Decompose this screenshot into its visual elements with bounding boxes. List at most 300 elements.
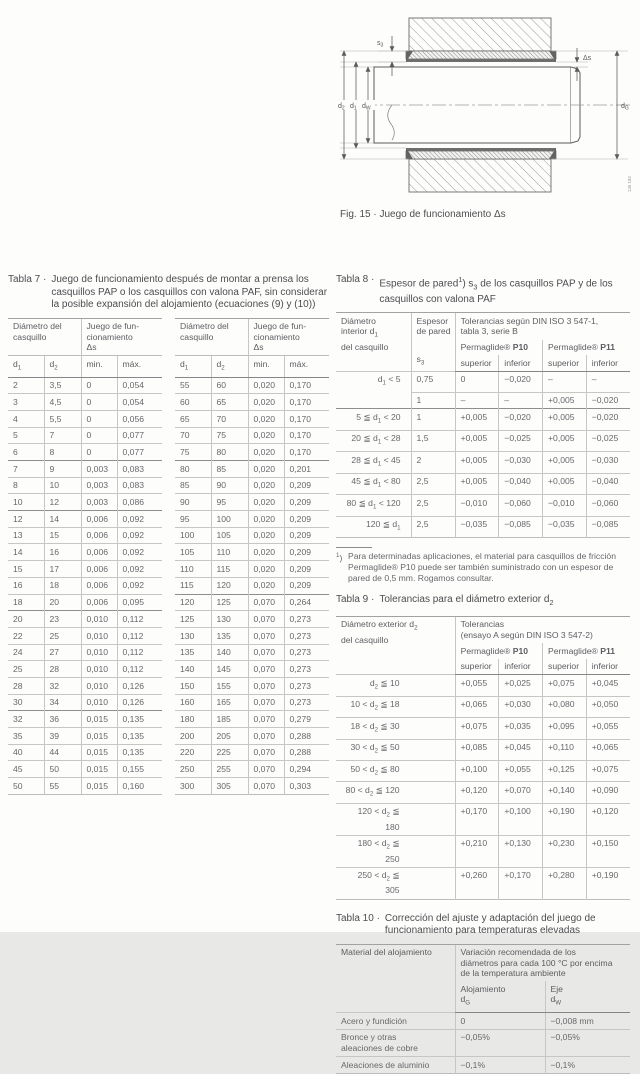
table-cell: 70 bbox=[211, 410, 248, 427]
tabla8-header-espesor-text: Espesor de pared bbox=[416, 315, 451, 337]
table-cell: −0,025 bbox=[586, 430, 630, 451]
table-cell: +0,095 bbox=[543, 718, 587, 739]
tabla7-title bbox=[8, 274, 332, 312]
table-cell: 120 ≦ $d_1$ bbox=[336, 516, 411, 537]
table-cell: $250 < d_2$ ≦ 305 bbox=[336, 867, 455, 899]
table-cell: 130 bbox=[211, 611, 248, 628]
table-cell: 0,010 bbox=[81, 644, 117, 661]
table-cell: 95 bbox=[211, 494, 248, 511]
table-cell: 2 bbox=[8, 377, 44, 394]
left-column bbox=[8, 274, 332, 795]
table-row bbox=[8, 627, 162, 644]
tabla7-subheader-max: máx. bbox=[284, 356, 329, 377]
table-cell: 115 bbox=[175, 577, 211, 594]
table-row bbox=[8, 611, 162, 628]
table-cell: 0,003 bbox=[81, 494, 117, 511]
table-cell: +0,075 bbox=[455, 718, 499, 739]
table-row bbox=[8, 677, 162, 694]
table-row bbox=[175, 444, 329, 461]
footnote-text: Para determinadas aplicaciones, el material para casquillos de fricción Permaglide® P10 puede ser también suministrado con un espesor de pared de 0,5 mm. Rogamos consultar. bbox=[348, 550, 616, 583]
table-cell: 50 bbox=[8, 778, 44, 795]
table-cell: 0 bbox=[455, 371, 499, 392]
table-row bbox=[175, 427, 329, 444]
table-cell: 8 bbox=[8, 477, 44, 494]
table-cell: −0,020 bbox=[586, 392, 630, 409]
table-row bbox=[8, 694, 162, 711]
tabla7-subheader-min: min. bbox=[248, 356, 284, 377]
tabla8-header-s3: $s_3$ bbox=[416, 353, 425, 367]
table-cell: 0,279 bbox=[284, 711, 329, 728]
table-cell: +0,170 bbox=[455, 803, 499, 835]
table-cell: 25 bbox=[44, 627, 81, 644]
table-cell: 0,010 bbox=[81, 627, 117, 644]
table-row bbox=[8, 544, 162, 561]
table-cell: −0,085 bbox=[586, 516, 630, 537]
table-cell: 0,020 bbox=[248, 427, 284, 444]
table-cell: 110 bbox=[211, 544, 248, 561]
table-cell: 0,092 bbox=[117, 511, 162, 528]
table-cell: 0,095 bbox=[117, 594, 162, 611]
table-cell: 12 bbox=[8, 511, 44, 528]
table-cell: 0,209 bbox=[284, 527, 329, 544]
housing-top bbox=[409, 18, 551, 51]
table-cell: 0,135 bbox=[117, 728, 162, 745]
table-cell: 0,077 bbox=[117, 427, 162, 444]
table-cell: 5 ≦ $d_1 < 20$ bbox=[336, 409, 411, 430]
tabla7-header-juego: Juego de fun- cionamiento Δs bbox=[81, 318, 162, 356]
table-row bbox=[336, 409, 630, 430]
table-cell: 13 bbox=[8, 527, 44, 544]
table-cell: 7 bbox=[8, 461, 44, 478]
table-cell: 0,264 bbox=[284, 594, 329, 611]
table-cell: −0,020 bbox=[499, 371, 543, 392]
tabla10-title-prefix: Tabla 10 · bbox=[336, 912, 380, 924]
table-cell: 305 bbox=[211, 778, 248, 795]
tabla8-subheader-inferior: inferior bbox=[586, 355, 630, 371]
table-cell: 0,273 bbox=[284, 644, 329, 661]
table-cell: +0,050 bbox=[586, 696, 630, 717]
table-cell: 0,209 bbox=[284, 494, 329, 511]
table-row bbox=[336, 1013, 630, 1030]
table-cell: 0,135 bbox=[117, 744, 162, 761]
table-row bbox=[175, 744, 329, 761]
table-cell: 0,020 bbox=[248, 561, 284, 578]
table-cell: 10 bbox=[8, 494, 44, 511]
table-cell: 0,015 bbox=[81, 778, 117, 795]
table-cell: $50 < d_2$ ≦ 80 bbox=[336, 761, 455, 782]
table-cell: 0,070 bbox=[248, 744, 284, 761]
table-row bbox=[8, 728, 162, 745]
table-cell: 110 bbox=[175, 561, 211, 578]
table-cell: 0,070 bbox=[248, 694, 284, 711]
table-cell: −0,030 bbox=[499, 452, 543, 473]
table-cell: −0,040 bbox=[586, 473, 630, 494]
tabla7-subheader-d1: $d_1$ bbox=[175, 356, 211, 377]
table-cell: 90 bbox=[211, 477, 248, 494]
table-cell: 4 bbox=[8, 410, 44, 427]
table-row bbox=[336, 473, 630, 494]
table-row bbox=[336, 495, 630, 516]
table-cell: $d_2$ ≦ 10 bbox=[336, 675, 455, 696]
footnote-marker: $^1$) bbox=[336, 551, 343, 563]
table-row bbox=[8, 410, 162, 427]
tabla9-title-text: Tolerancias para el diámetro exterior $d_2$ bbox=[379, 594, 554, 608]
table-cell: +0,005 bbox=[543, 452, 587, 473]
table-cell: 0,015 bbox=[81, 761, 117, 778]
table-cell: 205 bbox=[211, 728, 248, 745]
table-cell: +0,260 bbox=[455, 867, 499, 899]
table-cell: 12 bbox=[44, 494, 81, 511]
table-cell: 2,5 bbox=[411, 516, 455, 537]
table-cell: +0,120 bbox=[586, 803, 630, 835]
table-cell: +0,085 bbox=[455, 739, 499, 760]
table-row bbox=[8, 661, 162, 678]
table-cell: 55 bbox=[44, 778, 81, 795]
table-cell: 25 bbox=[8, 661, 44, 678]
table-cell: +0,190 bbox=[586, 867, 630, 899]
table-cell: +0,005 bbox=[543, 392, 587, 409]
table-cell: 0,006 bbox=[81, 511, 117, 528]
table-cell: 135 bbox=[211, 627, 248, 644]
label-d1: $d_1$ bbox=[350, 103, 357, 112]
table-cell: 0,020 bbox=[248, 511, 284, 528]
tabla7-subheader-d2: $d_2$ bbox=[211, 356, 248, 377]
label-dg: $d_G$ bbox=[621, 103, 629, 112]
tabla7-left-table bbox=[8, 318, 162, 795]
table-cell: 0,010 bbox=[81, 694, 117, 711]
figure-caption: Fig. 15 · Juego de funcionamiento Δs bbox=[340, 209, 506, 220]
table-cell: 150 bbox=[175, 677, 211, 694]
table-cell: 0,070 bbox=[248, 627, 284, 644]
table-cell: 45 ≦ $d_1 < 80$ bbox=[336, 473, 411, 494]
tabla7-header-juego: Juego de fun- cionamiento Δs bbox=[248, 318, 329, 356]
table-cell: 8 bbox=[44, 444, 81, 461]
table-cell: +0,005 bbox=[543, 409, 587, 430]
table-cell: 28 ≦ $d_1 < 45$ bbox=[336, 452, 411, 473]
table-cell: 0,006 bbox=[81, 544, 117, 561]
table-cell: 115 bbox=[211, 561, 248, 578]
table-cell: −0,010 bbox=[455, 495, 499, 516]
tabla7-header-diametro: Diámetro del casquillo bbox=[8, 318, 81, 356]
table-cell: 22 bbox=[8, 627, 44, 644]
table-row bbox=[8, 577, 162, 594]
table-cell: $10 < d_2$ ≦ 18 bbox=[336, 696, 455, 717]
table-row bbox=[8, 477, 162, 494]
table-row bbox=[8, 444, 162, 461]
table-cell: 200 bbox=[175, 728, 211, 745]
table-cell: 65 bbox=[211, 394, 248, 411]
table-cell: 0,077 bbox=[117, 444, 162, 461]
table-cell: −0,1% bbox=[455, 1057, 545, 1074]
table-cell: +0,090 bbox=[586, 782, 630, 803]
table-row bbox=[336, 761, 630, 782]
table-cell: +0,005 bbox=[543, 473, 587, 494]
table-cell: +0,035 bbox=[499, 718, 543, 739]
table-row bbox=[175, 494, 329, 511]
table-cell: +0,280 bbox=[543, 867, 587, 899]
table-cell: +0,150 bbox=[586, 835, 630, 867]
table-cell: +0,065 bbox=[586, 739, 630, 760]
table-cell: – bbox=[455, 392, 499, 409]
table-cell: 220 bbox=[175, 744, 211, 761]
table-cell: 2,5 bbox=[411, 473, 455, 494]
table-cell: 39 bbox=[44, 728, 81, 745]
table-cell: 2 bbox=[411, 452, 455, 473]
table-cell: 1 bbox=[411, 409, 455, 430]
tabla9-subheader-inferior: inferior bbox=[586, 659, 630, 675]
tabla8-subheader-superior: superior bbox=[543, 355, 587, 371]
table-cell: 0,170 bbox=[284, 377, 329, 394]
table-cell: 100 bbox=[175, 527, 211, 544]
table-cell: 0,010 bbox=[81, 611, 117, 628]
tabla8-title bbox=[336, 274, 631, 306]
table-cell: −0,085 bbox=[499, 516, 543, 537]
housing-bottom bbox=[409, 159, 551, 192]
table-row bbox=[175, 627, 329, 644]
table-cell: 130 bbox=[175, 627, 211, 644]
tabla9-header-p10: Permaglide® P10 bbox=[455, 643, 542, 659]
table-cell: 0,112 bbox=[117, 644, 162, 661]
table-cell: 300 bbox=[175, 778, 211, 795]
table-cell: 15 bbox=[8, 561, 44, 578]
table-row bbox=[175, 577, 329, 594]
table-cell: 0,015 bbox=[81, 711, 117, 728]
table-cell: +0,005 bbox=[543, 430, 587, 451]
table-cell: 0,273 bbox=[284, 611, 329, 628]
table-cell bbox=[336, 392, 411, 409]
table-cell: 0,070 bbox=[248, 677, 284, 694]
table-cell: 0,020 bbox=[248, 394, 284, 411]
table-row bbox=[336, 1057, 630, 1074]
table-row bbox=[175, 611, 329, 628]
table-row bbox=[336, 739, 630, 760]
tabla10-table bbox=[336, 944, 630, 1074]
table-cell: 32 bbox=[44, 677, 81, 694]
table-cell: 0,054 bbox=[117, 394, 162, 411]
tabla7-title-text: Juego de funcionamiento después de montar a prensa los casquillos PAP o los casquillos con valona PAF, sin considerar la posible expansión del alojamiento (ecuaciones (9) y (10)) bbox=[51, 274, 328, 310]
table-cell: 28 bbox=[44, 661, 81, 678]
table-cell: 0 bbox=[455, 1013, 545, 1030]
table-row bbox=[8, 761, 162, 778]
table-cell: $180 < d_2$ ≦ 250 bbox=[336, 835, 455, 867]
tabla9-header-tolerancias: Tolerancias (ensayo A según DIN ISO 3 547-2) bbox=[455, 616, 630, 643]
table-cell: $80 < d_2$ ≦ 120 bbox=[336, 782, 455, 803]
table-row bbox=[175, 728, 329, 745]
table-cell: −0,030 bbox=[586, 452, 630, 473]
table-cell: 100 bbox=[211, 511, 248, 528]
table-cell: −0,05% bbox=[545, 1029, 630, 1056]
tabla10-subheader-alojamiento: Alojamiento $d_G$ bbox=[455, 981, 545, 1012]
table-cell: 0,020 bbox=[248, 410, 284, 427]
table-cell: 15 bbox=[44, 527, 81, 544]
table-cell: 0,201 bbox=[284, 461, 329, 478]
table-cell: 0,288 bbox=[284, 728, 329, 745]
table-cell: 0,092 bbox=[117, 527, 162, 544]
table-cell: 0,015 bbox=[81, 728, 117, 745]
table-cell: 32 bbox=[8, 711, 44, 728]
tabla7-subheader-d1: $d_1$ bbox=[8, 356, 44, 377]
tabla8-header-espesor bbox=[411, 313, 455, 372]
table-cell: 0,092 bbox=[117, 561, 162, 578]
tabla8-header-p10: Permaglide® P10 bbox=[455, 340, 542, 356]
table-row bbox=[175, 394, 329, 411]
table-cell: 0,170 bbox=[284, 444, 329, 461]
table-row bbox=[175, 711, 329, 728]
table-row bbox=[336, 835, 630, 867]
table-cell: +0,125 bbox=[543, 761, 587, 782]
figure-ref-number: 136 183 bbox=[627, 176, 632, 192]
table-cell: 80 ≦ $d_1 < 120$ bbox=[336, 495, 411, 516]
table-cell: 0,020 bbox=[248, 527, 284, 544]
label-delta-s: Δs bbox=[583, 55, 592, 62]
table-cell: +0,120 bbox=[455, 782, 499, 803]
table-cell: 85 bbox=[175, 477, 211, 494]
table-cell: +0,170 bbox=[499, 867, 543, 899]
table-cell: 20 bbox=[8, 611, 44, 628]
tabla9-subheader-superior: superior bbox=[455, 659, 499, 675]
table-row bbox=[336, 392, 630, 409]
table-cell: +0,075 bbox=[543, 675, 587, 696]
table-cell: 225 bbox=[211, 744, 248, 761]
table-cell: −0,1% bbox=[545, 1057, 630, 1074]
footnote-rule bbox=[336, 547, 372, 548]
table-cell: 0,070 bbox=[248, 644, 284, 661]
table-cell: 0,209 bbox=[284, 477, 329, 494]
table-cell: 23 bbox=[44, 611, 81, 628]
table-cell: 0,070 bbox=[248, 711, 284, 728]
table-row bbox=[336, 516, 630, 537]
table-cell: 0,209 bbox=[284, 544, 329, 561]
tabla7-title-prefix: Tabla 7 · bbox=[8, 274, 47, 285]
table-cell: 70 bbox=[175, 427, 211, 444]
table-cell: +0,130 bbox=[499, 835, 543, 867]
table-cell: 7 bbox=[44, 427, 81, 444]
table-row bbox=[175, 410, 329, 427]
table-cell: 60 bbox=[211, 377, 248, 394]
tabla8-header-diametro: Diámetro interior $d_1$ del casquillo bbox=[336, 313, 411, 372]
tabla9-header-diametro: Diámetro exterior $d_2$ del casquillo bbox=[336, 616, 455, 675]
table-cell: 0,135 bbox=[117, 711, 162, 728]
table-cell: 180 bbox=[175, 711, 211, 728]
tabla7-subheader-d2: $d_2$ bbox=[44, 356, 81, 377]
table-cell: 30 bbox=[8, 694, 44, 711]
table-row bbox=[175, 644, 329, 661]
tabla8-header-tolerancias: Tolerancias según DIN ISO 3 547-1, tabla 3, serie B bbox=[455, 313, 630, 340]
table-row bbox=[175, 461, 329, 478]
table-cell: +0,110 bbox=[543, 739, 587, 760]
table-cell: −0,008 mm bbox=[545, 1013, 630, 1030]
table-cell: +0,080 bbox=[543, 696, 587, 717]
table-row bbox=[175, 377, 329, 394]
table-cell: +0,025 bbox=[499, 675, 543, 696]
table-cell: 0 bbox=[81, 410, 117, 427]
table-cell: −0,010 bbox=[543, 495, 587, 516]
table-row bbox=[175, 511, 329, 528]
table-cell: 145 bbox=[211, 661, 248, 678]
table-cell: 255 bbox=[211, 761, 248, 778]
table-cell: 40 bbox=[8, 744, 44, 761]
table-cell: 27 bbox=[44, 644, 81, 661]
table-cell: +0,005 bbox=[455, 430, 499, 451]
tabla10-title-text: Corrección del ajuste y adaptación del juego de funcionamiento para temperaturas elevadas bbox=[384, 912, 596, 937]
table-cell: 0,209 bbox=[284, 561, 329, 578]
table-cell: 95 bbox=[175, 511, 211, 528]
table-cell: +0,065 bbox=[455, 696, 499, 717]
tabla9-table bbox=[336, 616, 630, 900]
table-cell: 0 bbox=[81, 427, 117, 444]
table-cell: 28 bbox=[8, 677, 44, 694]
tabla10-subheader-eje: Eje $d_W$ bbox=[545, 981, 630, 1012]
table-cell: $120 < d_2$ ≦ 180 bbox=[336, 803, 455, 835]
tabla7-right-table bbox=[175, 318, 329, 795]
table-cell: 45 bbox=[8, 761, 44, 778]
table-cell: −0,035 bbox=[455, 516, 499, 537]
table-cell: 0,070 bbox=[248, 778, 284, 795]
table-cell: 0,170 bbox=[284, 394, 329, 411]
table-row bbox=[336, 371, 630, 392]
table-cell: – bbox=[586, 371, 630, 392]
tabla8-title-text: Espesor de pared$^1$) $s_3$ de los casquillos PAP y de los casquillos con valona PAF bbox=[379, 275, 613, 305]
table-cell: 0,273 bbox=[284, 661, 329, 678]
table-row bbox=[336, 1029, 630, 1056]
table-cell: 0,112 bbox=[117, 661, 162, 678]
table-cell: 135 bbox=[175, 644, 211, 661]
table-cell: 0,170 bbox=[284, 427, 329, 444]
table-cell: 155 bbox=[211, 677, 248, 694]
table-cell: 185 bbox=[211, 711, 248, 728]
table-cell: −0,035 bbox=[543, 516, 587, 537]
table-row bbox=[336, 696, 630, 717]
table-cell: +0,140 bbox=[543, 782, 587, 803]
table-row bbox=[8, 377, 162, 394]
table-cell: Bronce y otras aleaciones de cobre bbox=[336, 1029, 455, 1056]
table-row bbox=[8, 561, 162, 578]
table-cell: +0,055 bbox=[455, 675, 499, 696]
table-cell: +0,005 bbox=[455, 452, 499, 473]
table-cell: 0,070 bbox=[248, 761, 284, 778]
table-cell: +0,005 bbox=[455, 409, 499, 430]
table-cell: 0,070 bbox=[248, 611, 284, 628]
table-cell: 55 bbox=[175, 377, 211, 394]
table-row bbox=[8, 494, 162, 511]
table-cell: 0,303 bbox=[284, 778, 329, 795]
tabla8-table bbox=[336, 312, 630, 538]
table-row bbox=[8, 644, 162, 661]
bushing-bottom-liner bbox=[406, 148, 556, 151]
table-row bbox=[175, 477, 329, 494]
table-cell: +0,055 bbox=[499, 761, 543, 782]
table-row bbox=[175, 544, 329, 561]
table-row bbox=[175, 661, 329, 678]
table-cell: 3,5 bbox=[44, 377, 81, 394]
right-column bbox=[336, 274, 631, 1074]
table-cell: 0,010 bbox=[81, 661, 117, 678]
table-cell: 50 bbox=[44, 761, 81, 778]
figure-15-block bbox=[334, 10, 636, 220]
table-cell: 0,020 bbox=[248, 494, 284, 511]
table-cell: 0,020 bbox=[248, 477, 284, 494]
table-cell: 0,75 bbox=[411, 371, 455, 392]
table-cell: 160 bbox=[175, 694, 211, 711]
table-cell: 0,070 bbox=[248, 661, 284, 678]
table-cell: 85 bbox=[211, 461, 248, 478]
table-cell: 0,155 bbox=[117, 761, 162, 778]
table-row bbox=[336, 675, 630, 696]
tabla10-header-material: Material del alojamiento bbox=[336, 944, 455, 1013]
table-cell: 36 bbox=[44, 711, 81, 728]
table-row bbox=[8, 711, 162, 728]
table-cell: 6 bbox=[8, 444, 44, 461]
